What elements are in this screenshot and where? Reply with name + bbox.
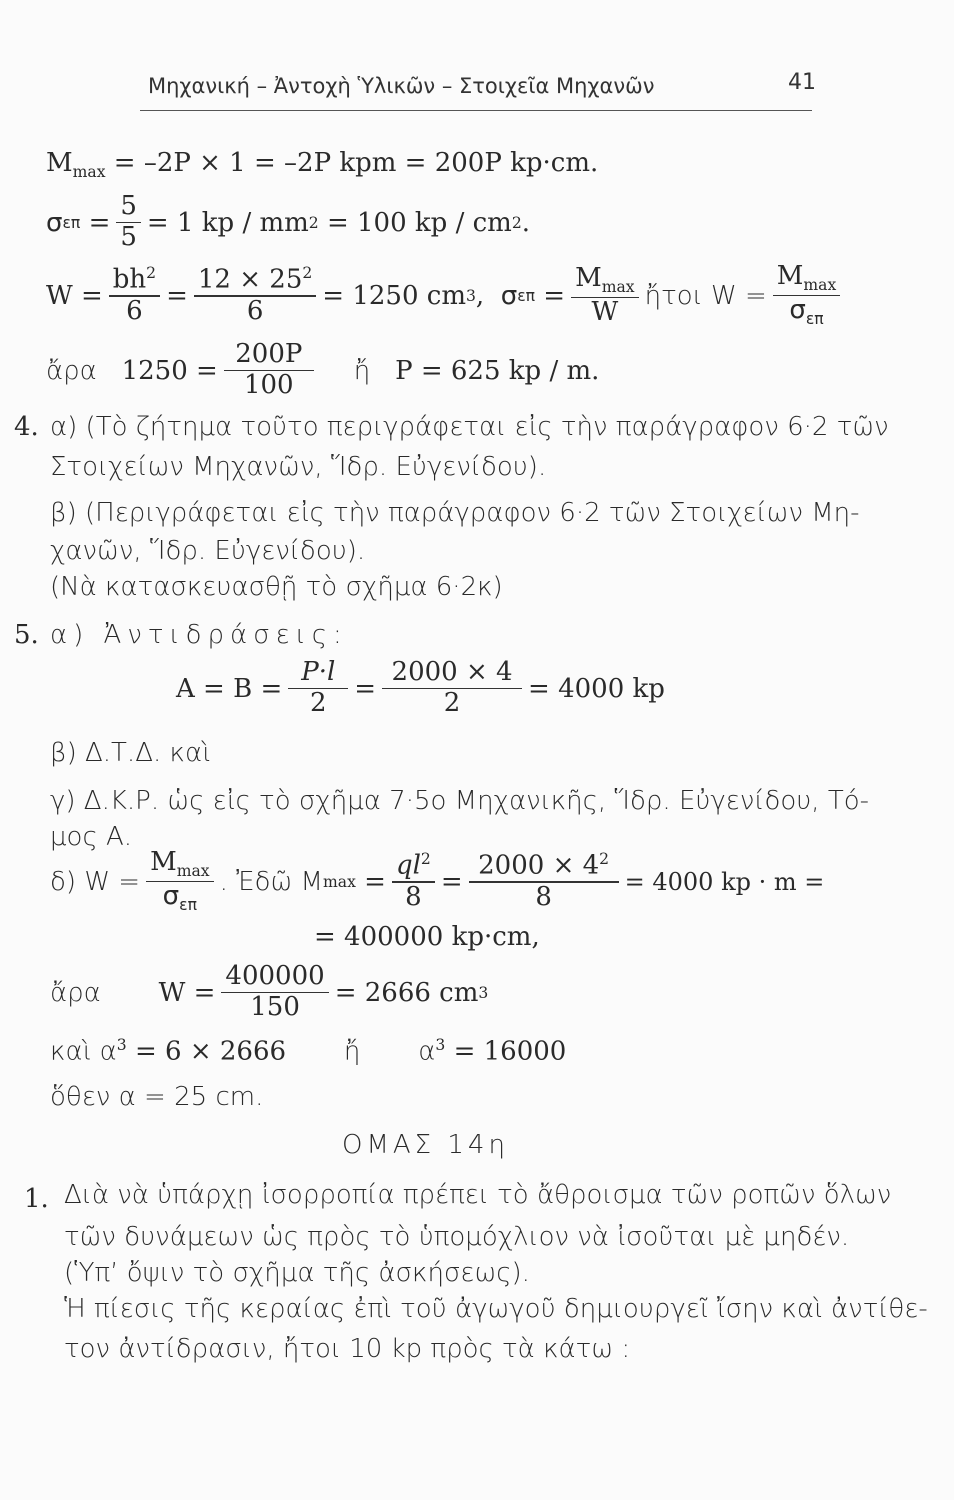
item-1-line-3: (Ὑπ’ ὄψιν τὸ σχῆμα τῆς ἀσκήσεως). [64,1258,530,1288]
ara-equation-1: ἄρα 1250 = 200P 100 ἤ P = 625 kp / m. [46,339,600,401]
page-number: 41 [788,70,816,95]
item-5-g-line-2: μος Α. [50,822,133,852]
group-title: ΟΜΑΣ 14η [342,1130,509,1160]
item-4-a-line-2: Στοιχείων Μηχανῶν, Ἵδρ. Εὐγενίδου). [50,452,547,482]
item-1-line-4: Ἡ πίεσις τῆς κεραίας ἐπὶ τοῦ ἀγωγοῦ δημιουργεῖ ἴσην καὶ ἀντίθε- [64,1294,928,1324]
item-5-g-line-1: γ) Δ.Κ.Ρ. ὡς εἰς τὸ σχῆμα 7·5ο Μηχανικῆς, Ἵδρ. Εὐγενίδου, Τό- [50,786,869,816]
item-5-a-heading: α) Ἀντιδράσεις: [50,620,348,650]
header-rule [140,110,812,111]
item-4-number: 4. [14,412,39,442]
item-4-c-line: (Νὰ κατασκευασθῇ τὸ σχῆμα 6·2κ) [50,572,503,602]
item-4-a-line-1: α) (Τὸ ζήτημα τοῦτο περιγράφεται εἰς τὴν παράγραφον 6·2 τῶν [50,412,889,442]
ara-equation-2: ἄρα W = 400000 150 = 2666 cm 3 [50,961,489,1023]
item-5-d-line-2: = 400000 kp·cm, [314,922,540,952]
item-5-number: 5. [14,620,39,650]
item-1-line-1: Διὰ νὰ ὑπάρχῃ ἰσορροπία πρέπει τὸ ἄθροισμα τῶν ροπῶν ὅλων [64,1180,892,1210]
sigma-equation: σ επ = 5 5 = 1 kp / mm 2 = 100 kp / cm 2 . [46,191,530,253]
item-1-number: 1. [24,1184,49,1214]
running-title: Μηχανική – Ἀντοχὴ Ὑλικῶν – Στοιχεῖα Μηχανῶν [148,74,655,98]
item-5-b-line: β) Δ.Τ.Δ. καὶ [50,738,211,768]
item-1-line-2: τῶν δυνάμεων ὡς πρὸς τὸ ὑπομόχλιον νὰ ἰσοῦται μὲ μηδέν. [64,1222,850,1252]
item-5-d-equation: δ) W = $M_{max}$ $\sigma_{\varepsilon\pi}$ . Ἐδῶ M max = $ql^2$ 8 = $2000 \times 4^2$ 8 = 4000 kp · m = [50,847,825,915]
item-1-line-5: τον ἀντίδρασιν, ἤτοι 10 kp πρὸς τὰ κάτω : [64,1334,631,1364]
othen-line: ὅθεν α = 25 cm. [50,1082,264,1112]
item-4-b-line-1: β) (Περιγράφεται εἰς τὴν παράγραφον 6·2 τῶν Στοιχείων Μη- [50,498,860,528]
mmax-equation: $M_{max} = -2P \times 1 = -2P$ kpm = 200P kp·cm. [46,148,599,182]
reactions-equation: A = B = P·l 2 = 2000 × 4 2 = 4000 kp [176,657,665,719]
item-4-b-line-2: χανῶν, Ἵδρ. Εὐγενίδου). [50,536,366,566]
kai-equation: καὶ $\alpha^3 = 6 \times 2666$ ἤ $\alpha^3 = 16000$ [50,1036,567,1067]
w-equation: W = $bh^2$ 6 = $12 \times 25^2$ 6 = 1250 cm 3 , σ επ = $M_{max}$ W ἤτοι W = $M_{max}$ $\sigma_{\varepsilon\pi}$ [46,262,846,330]
